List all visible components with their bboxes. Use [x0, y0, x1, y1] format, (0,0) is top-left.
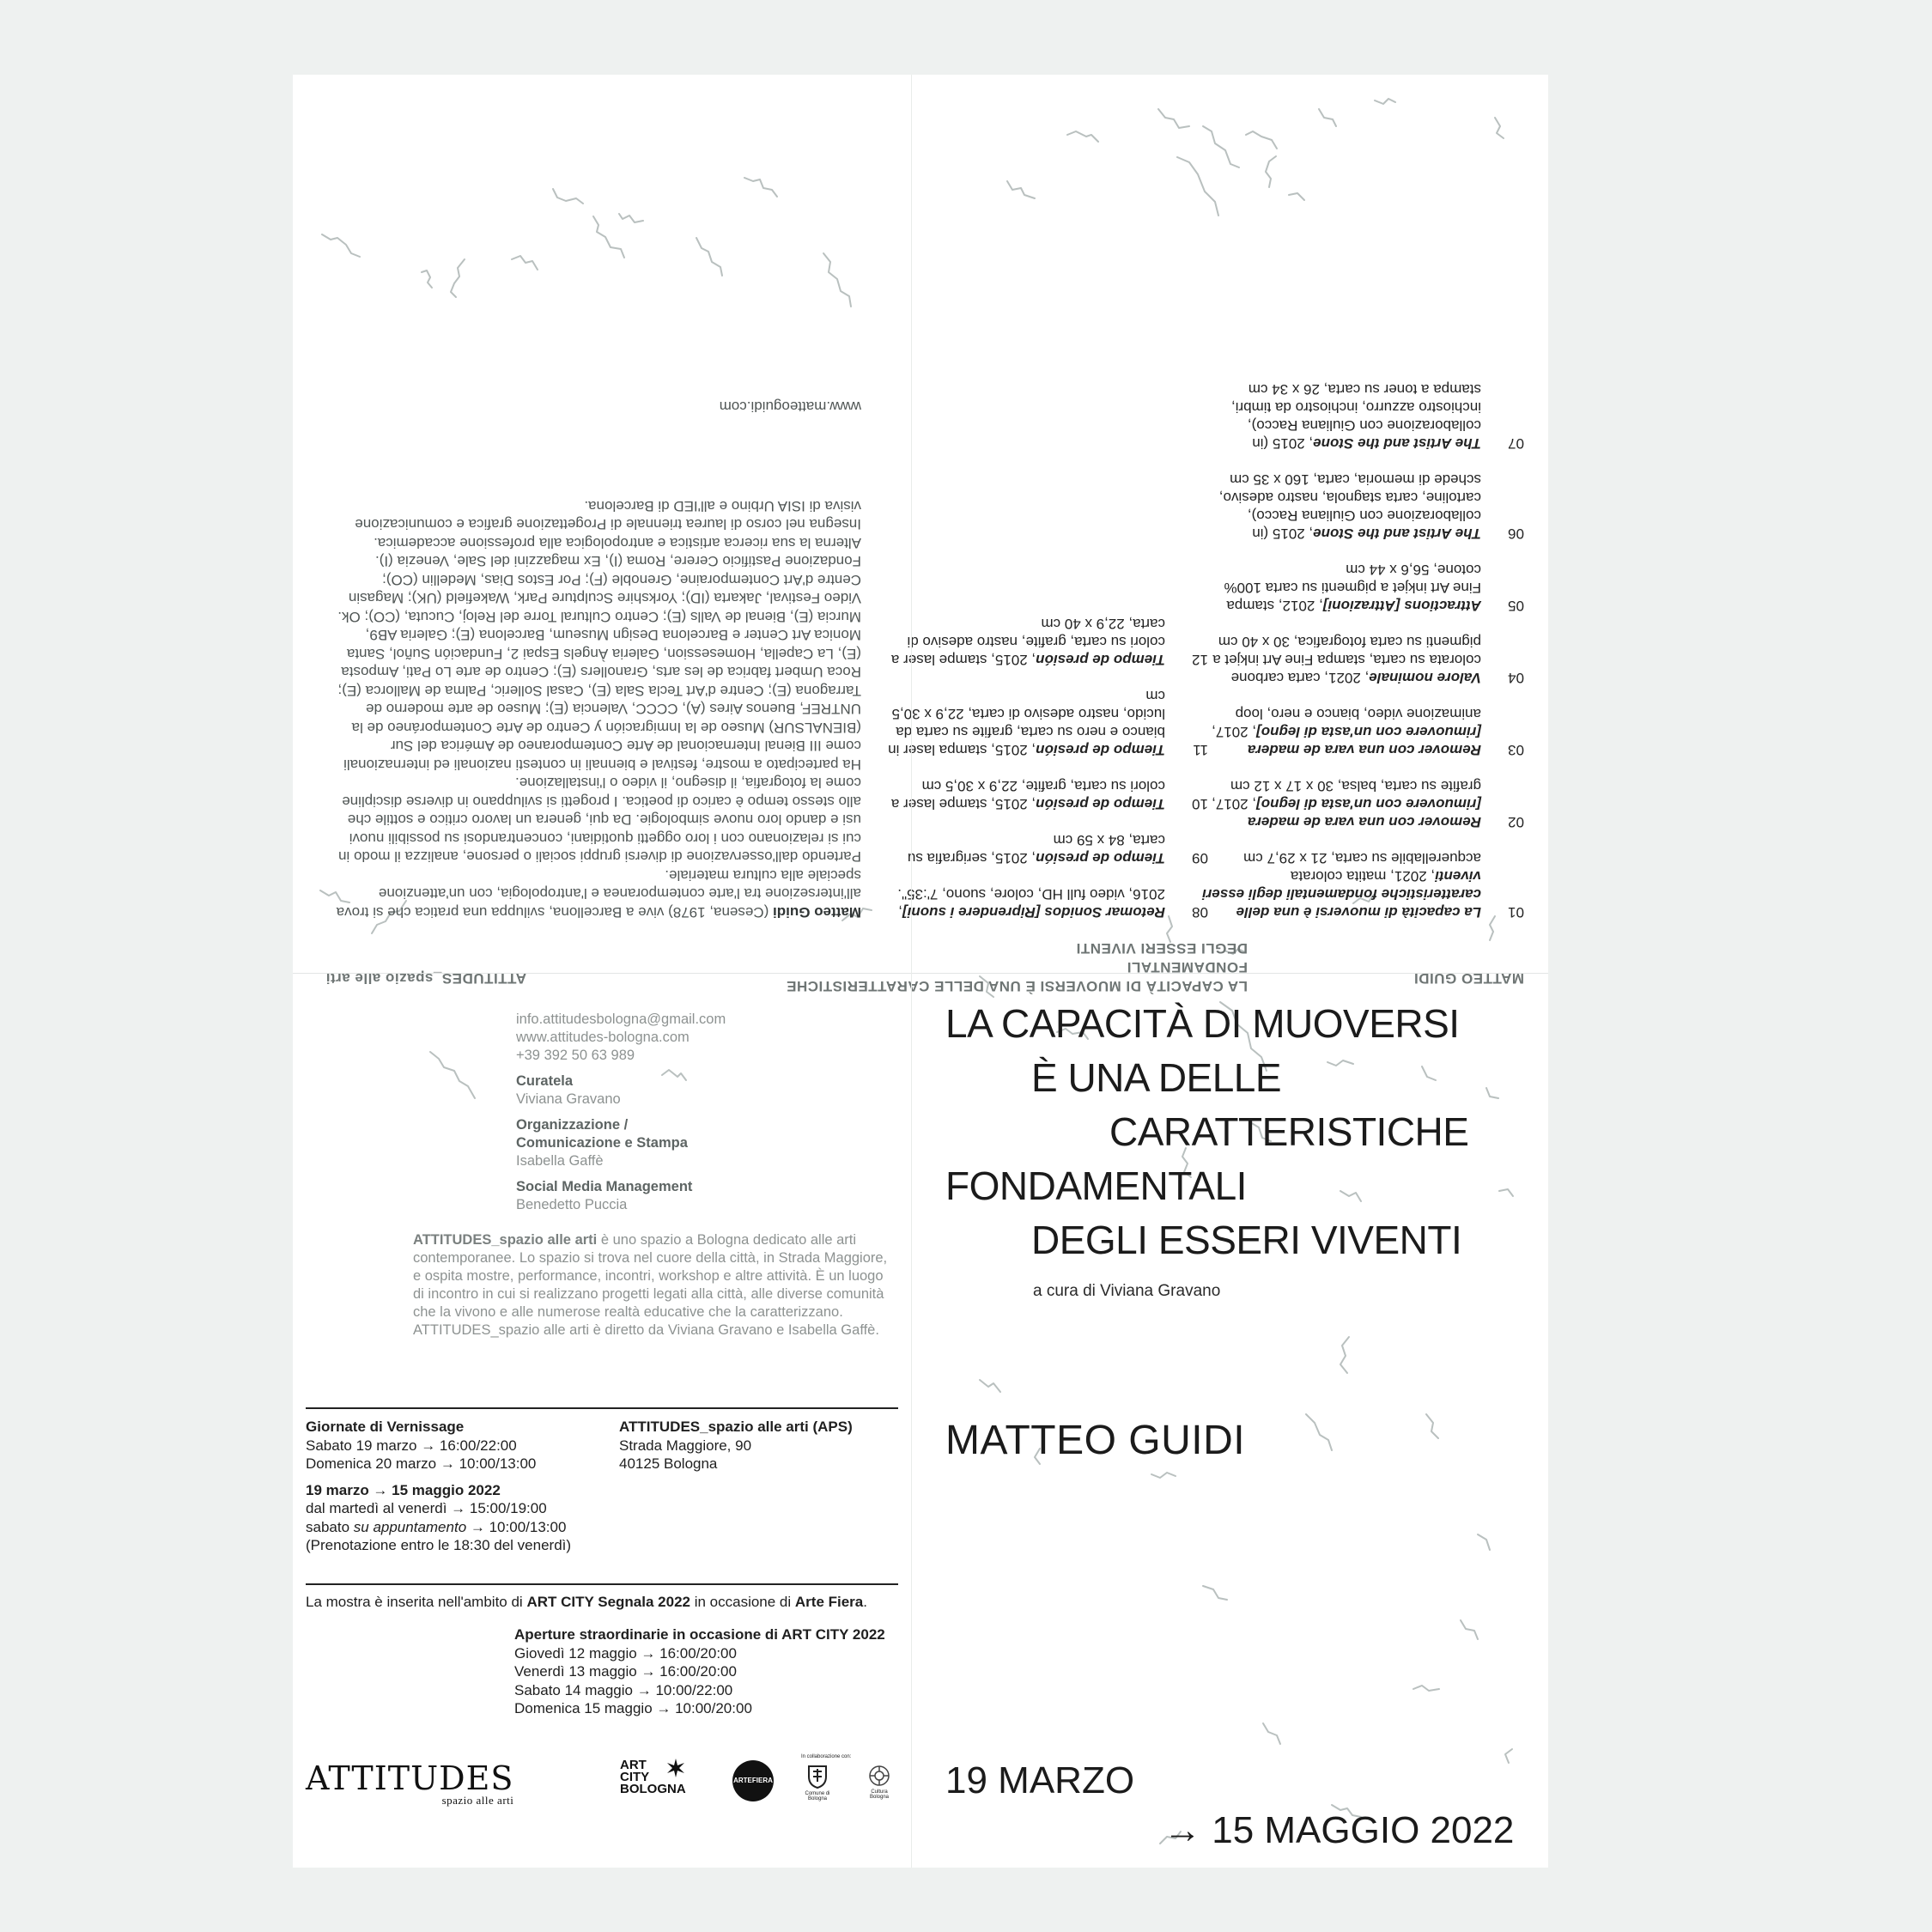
poster-title-line: FONDAMENTALI [945, 1163, 1247, 1208]
header-space: ATTITUDES_spazio alle arti [325, 970, 526, 987]
poster-title-line: LA CAPACITÀ DI MUOVERSI [945, 1001, 1460, 1046]
bio-intro: Matteo Guidi (Cesena, 1978) vive a Barcellona, sviluppa una pratica che si trova all'intersezione tra l'arte contemporanea e l'antropologia, con un'attenzione speciale alla cultura materiale. [336, 867, 861, 920]
artist-bio [329, 497, 861, 922]
divider [306, 1583, 898, 1585]
social-name: Benedetto Puccia [516, 1197, 628, 1212]
work-item: 07 The Artist and the Stone, 2015 (in collaborazione con Giuliana Racco), inchiostro azzurro, inchiostro da timbri, stampa a toner su carta, 26 x 34 cm [1230, 381, 1524, 452]
address-block: ATTITUDES_spazio alle arti (APS) Strada Maggiore, 90 40125 Bologna [619, 1419, 853, 1472]
start-date: 19 MARZO [945, 1759, 1135, 1801]
fold-line [911, 75, 912, 1868]
artist-name: MATTEO GUIDI [945, 1418, 1246, 1463]
work-item: 09 Tiempo de presión, 2015, serigrafia su carta, 84 x 59 cm [907, 832, 1208, 866]
org-label: Organizzazione / [516, 1117, 629, 1133]
fold-line [293, 973, 1548, 974]
works-list-right [882, 597, 1208, 921]
work-item: 10 Tiempo de presión, 2015, stampe laser a colori su carta, grafite, 22,9 x 30,5 cm [890, 778, 1208, 812]
attitudes-logo: ATTITUDES spazio alle arti [306, 1759, 514, 1807]
poster-title-line: È UNA DELLE [1031, 1055, 1282, 1100]
vernissage-label: Giornate di Vernissage [306, 1419, 465, 1435]
work-item: 05 Attractions [Attrazioni], 2012, stampa Fine Art inkjet a pigmenti su carta 100% cotone, 56,6 x 44 cm [1224, 562, 1524, 614]
curatela-name: Viviana Gravano [516, 1091, 621, 1107]
collab-label: In collaborazione con: [801, 1754, 852, 1759]
header-artist: MATTEO GUIDI [1413, 970, 1524, 987]
work-item: 06 The Artist and the Stone, 2015 (in collaborazione con Giuliana Racco), cartoline, carta stagnola, nastro adesivo, schede di memoria, carta, 160 x 35 cm [1218, 471, 1524, 542]
work-item: 04 Valore nominale, 2021, carta carbone colorata su carta, stampa Fine Art inkjet a pigmenti su carta fotografica, 30 x 40 cm [1212, 634, 1524, 686]
work-item: 02 Remover con una vara de madera [rimuovere con un'asta di legno], 2017, grafite su carta, balsa, 30 x 17 x 12 cm [1212, 778, 1524, 830]
end-date: → 15 MAGGIO 2022 [1163, 1809, 1515, 1851]
work-item: 11 Tiempo de presión, 2015, stampa laser in bianco e nero su carta, grafite su carta da lucido, nastro adesivo di carta, 22,9 x 30,5 cm [888, 688, 1208, 758]
inside-panel-inverted [293, 75, 1548, 994]
artist-url[interactable]: www.matteoguidi.com [719, 398, 861, 415]
bio-paragraph: Alterna la sua ricerca artistica e antropologica alla professione accademica. Insegna nel corso di laurea triennale di Progettazione grafica e comunicazione visiva di ISIA Urbino e all'IED di Barcelona. [355, 498, 861, 551]
work-item: 12 Tiempo de presión, 2015, stampe laser a colori su carta, grafite, nastro adesivo di carta, 22,9 x 40 cm [890, 616, 1208, 668]
artefiera-logo: ARTEFIERA [732, 1760, 774, 1801]
aperture-block: Aperture straordinarie in occasione di ART CITY 2022 Giovedì 12 maggio → 16:00/20:00 Venerdì 13 maggio → 16:00/20:00 Sabato 14 maggio → 10:00/22:00 Domenica 15 maggio → 10:00/20:00 [514, 1626, 885, 1716]
work-item: 03 Remover con una vara de madera [rimuovere con un'asta di legno], 2017, animazione video, bianco e nero, loop [1212, 706, 1524, 758]
vernissage-block: Giornate di Vernissage Sabato 19 marzo → 16:00/22:00 Domenica 20 marzo → 10:00/13:00 19 marzo → 15 maggio 2022 dal martedì al venerdì → 15:00/19:00 sabato su appuntamento → 10:00/13:00 (Prenotazione entro le 18:30 del venerdì) [306, 1419, 572, 1553]
social-label: Social Media Management [516, 1179, 693, 1194]
artcity-logo: ART CITY BOLOGNA [620, 1758, 686, 1796]
divider [306, 1407, 898, 1409]
cultura-logo-icon [868, 1765, 890, 1787]
poster-title-line: DEGLI ESSERI VIVENTI [1031, 1218, 1462, 1262]
curatela-label: Curatela [516, 1073, 574, 1089]
artcity-star-icon [665, 1758, 686, 1778]
space-description: ATTITUDES_spazio alle arti è uno spazio a Bologna dedicato alle arti contemporanee. Lo spazio si trova nel cuore della città, in Strada Maggiore, e ospita mostre, performance, incontri, workshop e altre attività. È un luogo di incontro in cui si realizzano progetti legati alla città, alle diverse comunità che la vivono e alle numerose realtà educative che la caratterizzano. ATTITUDES_spazio alle arti è diretto da Viviana Gravano e Isabella Gaffè. [413, 1232, 888, 1338]
contact-email[interactable]: info.attitudesbologna@gmail.com [516, 1012, 726, 1027]
contacts-block [516, 1011, 726, 1214]
org-label: Comunicazione e Stampa [516, 1135, 688, 1151]
inverted-header [293, 940, 1548, 997]
comune-crest-icon [806, 1765, 829, 1789]
artcity-note: La mostra è inserita nell'ambito di ART CITY Segnala 2022 in occasione di Arte Fiera. [306, 1594, 867, 1610]
work-item: 08 Retomar Sonidos [Riprendere i suoni], 2016, video full HD, colore, suono, 7':35". [897, 886, 1208, 920]
contact-web[interactable]: www.attitudes-bologna.com [516, 1030, 690, 1045]
cultura-label: Cultura Bologna [869, 1789, 890, 1800]
bio-paragraph: Ha partecipato a mostre, festival e biennali in contesti nazionali ed internazionali come III Bienal Internacional de Arte Contemporaneo de América del Sur (BIENALSUR) Museo de la Inmigración y Centro de Arte Contemporáneo de la UNTREF, Buenos Aires (A), CCCC, Valencia (E); Museo de arte moderno de Tarragona (E); Centre d'Art Tecla Sala (E), Casal Solleric, Palma de Mallorca (E); Roca Umbert fabrica de les arts, Granollers (E); Centro de arte Lo Pati, Amposta (E), La Capella, Homesession, Galeria Àngels Espai 2, Fundación Suñol, Santa Monica Art Center e Barcelona Design Museum, Barcelona (E); Galeria AB9, Murcia (E), Bienal de Valls (E); Centro Cultural Torre del Reloj, Cucuta, (CO); Ok. Video Festival, Jakarta (ID); Yorkshire Sculpture Park, Wakefield (UK); Magasin Centre d'Art Contemporaine, Grenoble (F); Por Estos Dias, Medellin (CO); Fondazione Pastificio Cerere, Roma (I), Ex magazzini del Sale, Venezia (I). [337, 553, 861, 773]
date-range: 19 marzo → 15 maggio 2022 [306, 1481, 501, 1498]
org-name: Isabella Gaffè [516, 1153, 604, 1169]
comune-label: Comune di Bologna [805, 1791, 830, 1801]
poster-sheet [293, 75, 1548, 1868]
work-item: 01 La capacità di muoversi è una delle caratteristiche fondamentali degli esseri viventi, 2021, matita colorata acquerellabile su carta, 21 x 29,7 cm [1201, 850, 1524, 920]
header-title: LA CAPACITÀ DI MUOVERSI È UNA DELLE CARATTERISTICHE FONDAMENTALI DEGLI ESSERI VIVENTI [786, 940, 1248, 994]
works-list-left [1198, 362, 1524, 921]
bio-paragraph: Partendo dall'osservazione di diversi gruppi sociali o persone, analizza il modo in cui si relazionano con i loro oggetti quotidiani, concentrandosi su possibili nuovi usi e dando loro nuove simbologie. Da qui, genera un lavoro critico e sottile che allo stesso tempo è carico di poetica. I progetti si sviluppano in diverse discipline come la fotografia, il disegno, il video o l'installazione. [338, 775, 861, 866]
contact-phone: +39 392 50 63 989 [516, 1048, 635, 1063]
curated-by: a cura di Viviana Gravano [1033, 1282, 1221, 1300]
poster-title-line: CARATTERISTICHE [1109, 1109, 1469, 1154]
